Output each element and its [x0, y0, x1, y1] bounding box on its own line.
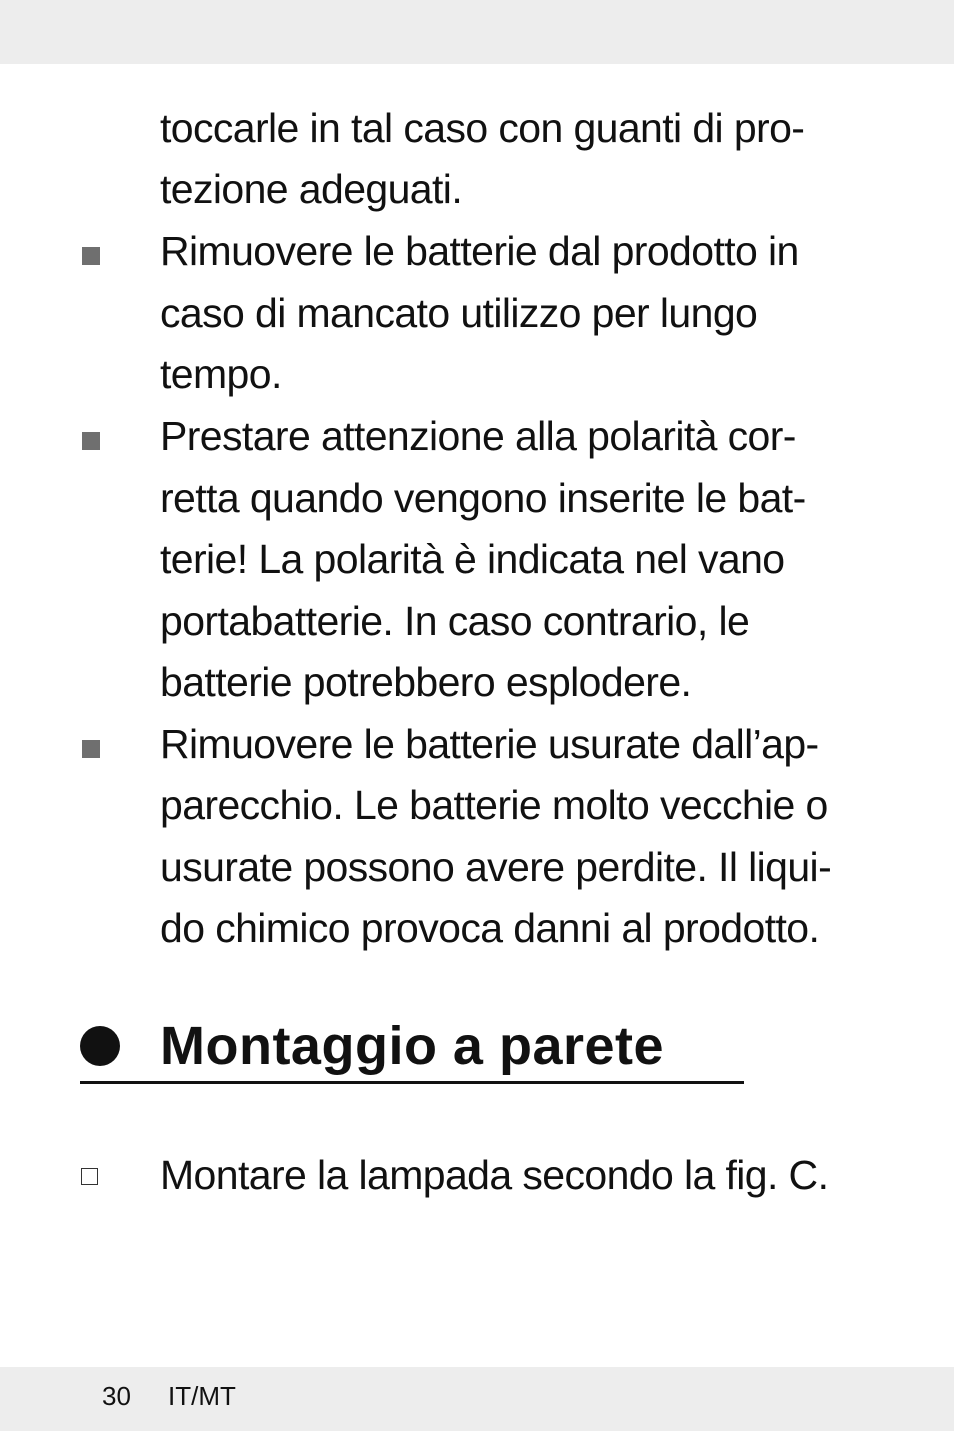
page-number: 30	[102, 1381, 131, 1411]
text-line: terie! La polarità è indicata nel vano	[160, 536, 785, 582]
step-text: Montare la lampada secondo la fig. C.	[160, 1152, 829, 1198]
heading-underline	[80, 1081, 744, 1084]
square-bullet-icon	[82, 740, 100, 758]
text-line: Prestare attenzione alla polarità cor-	[160, 413, 796, 459]
text-line: toccarle in tal caso con guanti di pro-	[160, 105, 805, 151]
text-line: tempo.	[160, 351, 282, 397]
text-line: Rimuovere le batterie usurate dall’ap-	[160, 721, 819, 767]
text-line: Rimuovere le batterie dal prodotto in	[160, 228, 799, 274]
checkbox-icon	[81, 1168, 98, 1185]
language-code: IT/MT	[168, 1381, 236, 1411]
bottom-bar	[0, 1367, 954, 1431]
text-line: caso di mancato utilizzo per lungo	[160, 290, 758, 336]
section-title: Montaggio a parete	[160, 1016, 665, 1076]
text-line: tezione adeguati.	[160, 166, 463, 212]
text-line: retta quando vengono inserite le bat-	[160, 475, 806, 521]
square-bullet-icon	[82, 432, 100, 450]
top-bar	[0, 0, 954, 64]
text-line: parecchio. Le batterie molto vecchie o	[160, 782, 828, 828]
text-line: usurate possono avere perdite. Il liqui-	[160, 844, 832, 890]
square-bullet-icon	[82, 247, 100, 265]
heading-dot-icon	[80, 1026, 120, 1066]
text-line: batterie potrebbero esplodere.	[160, 659, 692, 705]
text-line: do chimico provoca danni al prodotto.	[160, 905, 820, 951]
text-line: portabatterie. In caso contrario, le	[160, 598, 750, 644]
